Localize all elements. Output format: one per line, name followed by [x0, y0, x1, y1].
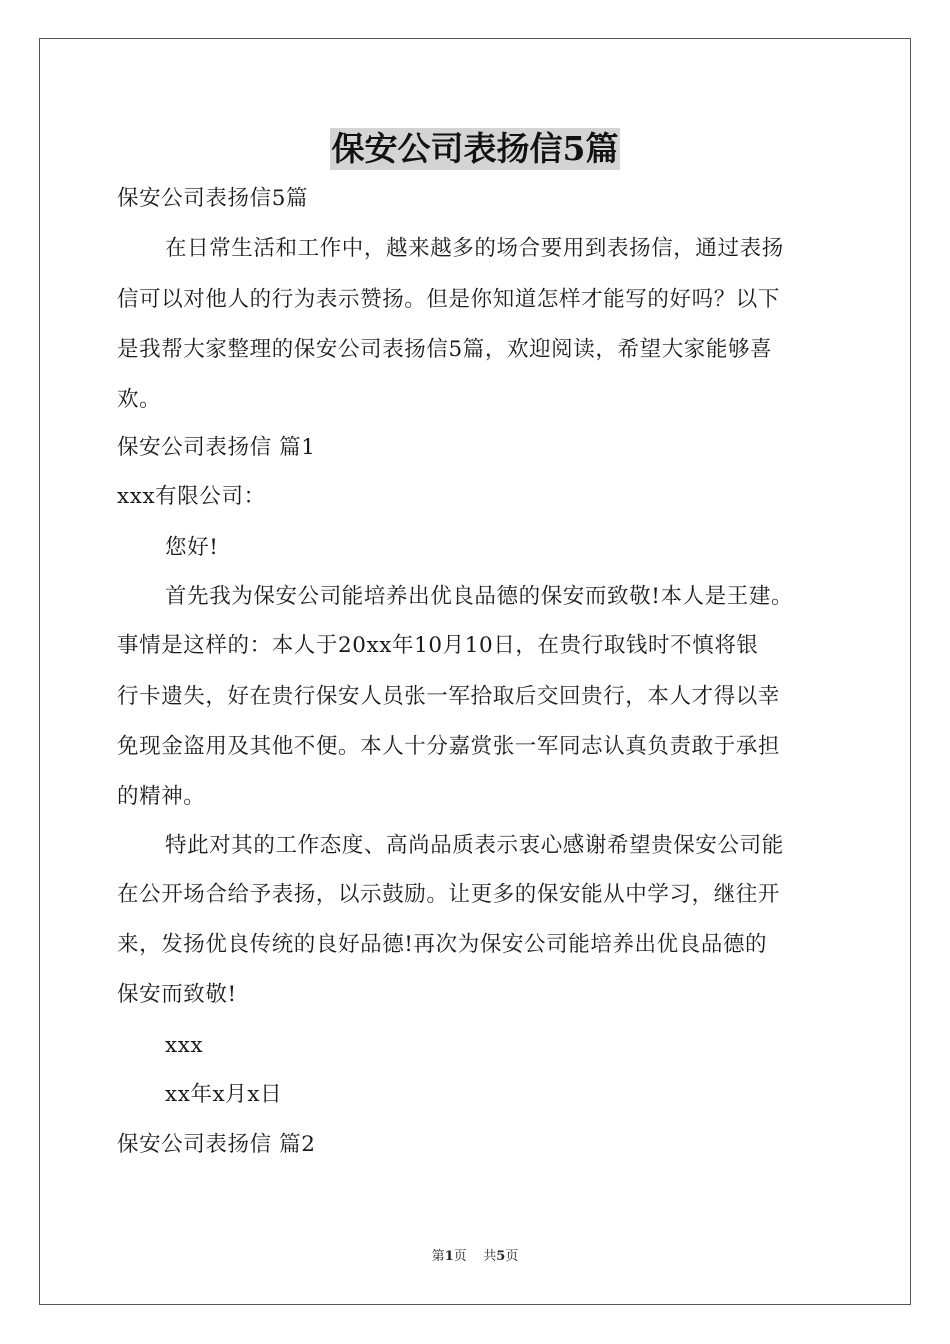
section-heading: 保安公司表扬信 篇1	[117, 435, 316, 460]
paragraph-line: 行卡遗失，好在贵行保安人员张一军拾取后交回贵行，本人才得以幸	[117, 684, 781, 709]
footer-mid: 页 共	[453, 1249, 497, 1264]
subtitle-line: 保安公司表扬信5篇	[117, 186, 309, 211]
footer-total-pages: 5	[496, 1249, 506, 1264]
paragraph-line: 在日常生活和工作中，越来越多的场合要用到表扬信，通过表扬	[165, 236, 784, 261]
paragraph-line: 来，发扬优良传统的良好品德!再次为保安公司能培养出优良品德的	[117, 932, 768, 957]
section-heading: 保安公司表扬信 篇2	[117, 1132, 316, 1157]
paragraph-line: 信可以对他人的行为表示赞扬。但是你知道怎样才能写的好吗？以下	[117, 287, 781, 312]
paragraph-line: 欢。	[117, 387, 162, 412]
footer-suffix: 页	[505, 1249, 519, 1264]
date-line: xx年x月x日	[165, 1082, 283, 1107]
paragraph-line: 是我帮大家整理的保安公司表扬信5篇，欢迎阅读，希望大家能够喜	[117, 337, 773, 362]
page-border	[39, 38, 911, 1305]
paragraph-line: 事情是这样的：本人于20xx年10月10日，在贵行取钱时不慎将银	[117, 633, 759, 658]
page-footer	[0, 1248, 950, 1266]
paragraph-line: 在公开场合给予表扬，以示鼓励。让更多的保安能从中学习，继往开	[117, 882, 781, 907]
document-title: 保安公司表扬信5篇	[331, 129, 619, 168]
paragraph-line: 首先我为保安公司能培养出优良品德的保安而致敬!本人是王建。	[165, 584, 794, 609]
footer-prefix: 第	[431, 1249, 445, 1264]
paragraph-line: 的精神。	[117, 784, 206, 809]
signature: xxx	[165, 1033, 204, 1058]
title-container	[0, 128, 950, 170]
paragraph-line: 特此对其的工作态度、高尚品质表示衷心感谢希望贵保安公司能	[165, 833, 784, 858]
greeting: 您好!	[165, 535, 219, 560]
footer-page-number: 1	[444, 1249, 454, 1264]
paragraph-line: 保安而致敬!	[117, 982, 237, 1007]
salutation: xxx有限公司：	[117, 484, 266, 509]
paragraph-line: 免现金盗用及其他不便。本人十分嘉赏张一军同志认真负责敢于承担	[117, 734, 781, 759]
